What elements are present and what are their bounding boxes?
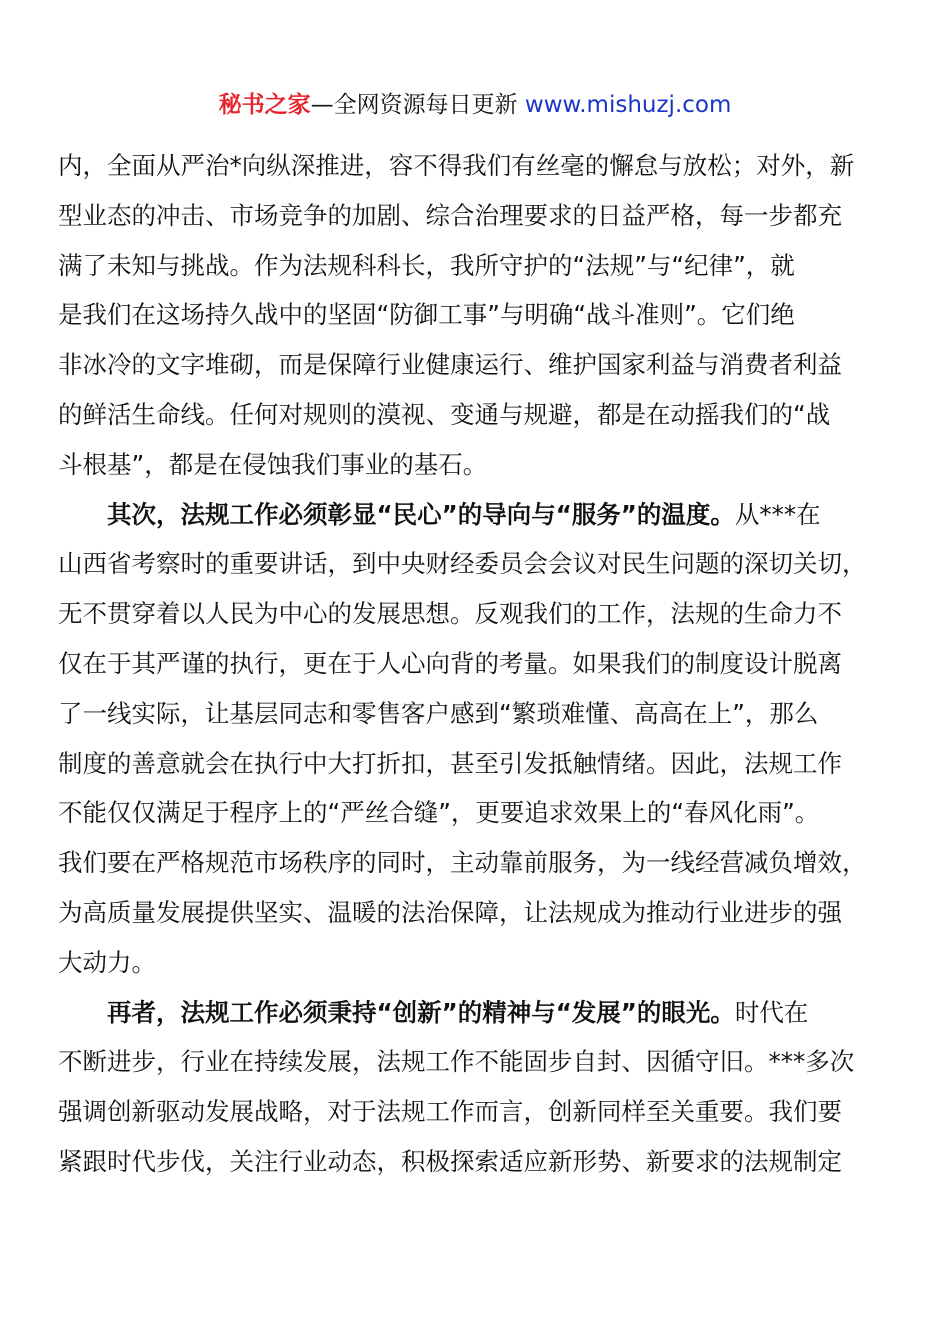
text-line: 无不贯穿着以人民为中心的发展思想。反观我们的工作，法规的生命力不: [58, 599, 842, 629]
paragraph-first-line: [58, 988, 892, 1038]
text-line: 的鲜活生命线。任何对规则的漠视、变通与规避，都是在动摇我们的“战: [58, 399, 831, 429]
page-header: [0, 88, 950, 122]
text-line: 不断进步，行业在持续发展，法规工作不能固步自封、因循守旧。***多次: [58, 1047, 855, 1077]
site-url[interactable]: www.mishuzj.com: [524, 92, 732, 118]
text-line: 斗根基”，都是在侵蚀我们事业的基石。: [58, 449, 488, 479]
text-line: 我们要在严格规范市场秩序的同时，主动靠前服务，为一线经营减负增效，: [58, 848, 867, 878]
text-line: 大动力。: [58, 947, 156, 977]
text-line: 制度的善意就会在执行中大打折扣，甚至引发抵触情绪。因此，法规工作: [58, 748, 842, 778]
paragraph-first-line-rest: 时代在: [734, 997, 809, 1027]
paragraph-first-line-rest: 从***在: [734, 499, 821, 529]
text-line: 强调创新驱动发展战略，对于法规工作而言，创新同样至关重要。我们要: [58, 1097, 842, 1127]
text-line: 了一线实际，让基层同志和零售客户感到“繁琐难懂、高高在上”，那么: [58, 698, 819, 728]
paragraph-1: [58, 141, 892, 490]
paragraph-lead-sentence: 再者，法规工作必须秉持“创新”的精神与“发展”的眼光。: [107, 997, 735, 1027]
text-line: 非冰冷的文字堆砌，而是保障行业健康运行、维护国家利益与消费者利益: [58, 350, 842, 380]
text-line: 内，全面从严治*向纵深推进，容不得我们有丝毫的懈怠与放松；对外，新: [58, 151, 855, 180]
text-line: 满了未知与挑战。作为法规科科长，我所守护的“法规”与“纪律”，就: [58, 250, 795, 280]
text-line: 型业态的冲击、市场竞争的加剧、综合治理要求的日益严格，每一步都充: [58, 200, 842, 230]
text-line: 是我们在这场持久战中的坚固“防御工事”与明确“战斗准则”。它们绝: [58, 300, 795, 330]
text-line: 仅在于其严谨的执行，更在于人心向背的考量。如果我们的制度设计脱离: [58, 648, 842, 678]
paragraph-first-line: [58, 490, 892, 540]
paragraph-2: [58, 490, 892, 988]
text-line: 不能仅仅满足于程序上的“严丝合缝”，更要追求效果上的“春风化雨”。: [58, 798, 820, 828]
text-line: 为高质量发展提供坚实、温暖的法治保障，让法规成为推动行业进步的强: [58, 897, 842, 927]
brand-name: 秘书之家: [218, 92, 311, 118]
text-line: 紧跟时代步伐，关注行业动态，积极探索适应新形势、新要求的法规制定: [58, 1146, 842, 1176]
body-text: [58, 141, 892, 1187]
paragraph-lead-sentence: 其次，法规工作必须彰显“民心”的导向与“服务”的温度。: [107, 499, 735, 529]
header-tagline: —全网资源每日更新: [310, 92, 525, 118]
text-line: 山西省考察时的重要讲话，到中央财经委员会会议对民生问题的深切关切，: [58, 549, 867, 579]
paragraph-3: [58, 988, 892, 1187]
